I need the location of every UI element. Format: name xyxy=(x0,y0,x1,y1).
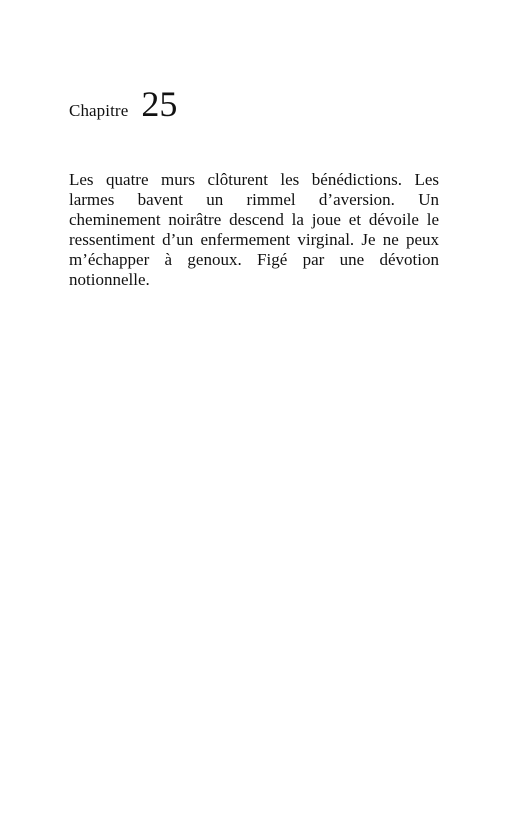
chapter-heading xyxy=(69,86,177,122)
chapter-number: 25 xyxy=(141,84,178,124)
chapter-label: Chapitre xyxy=(69,101,129,120)
body-paragraph: Les quatre murs clôturent les bénédictions. Les larmes bavent un rimmel d’aversion. Un cheminement noirâtre descend la joue et dévoile le ressentiment d’un enfermement virginal. Je ne peux m’échapper à genoux. Figé par une dévotion notionnelle. xyxy=(69,170,439,289)
